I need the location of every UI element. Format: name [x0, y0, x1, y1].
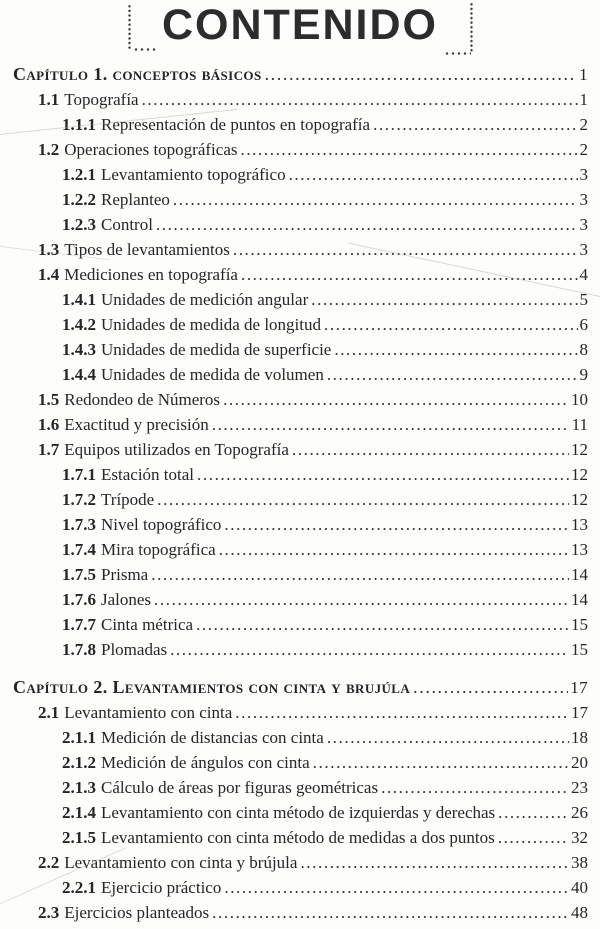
entry-page-number: 15	[571, 615, 588, 634]
entry-title: Unidades de medida de longitud	[101, 315, 322, 334]
chapter-page-number: 17	[570, 678, 588, 697]
toc-entry	[13, 637, 588, 662]
entry-page-number: 12	[571, 465, 588, 484]
entry-title: Operaciones topográficas	[64, 140, 238, 159]
entry-page-number: 15	[571, 640, 588, 659]
entry-title: Cálculo de áreas por figuras geométricas	[101, 778, 379, 797]
dot-leader	[197, 462, 569, 487]
entry-page-number: 32	[571, 828, 588, 847]
entry-title: Medición de distancias con cinta	[101, 728, 324, 747]
toc-entry	[13, 387, 588, 412]
entry-title: Unidades de medida de volumen	[101, 365, 324, 384]
entry-number: 1.7.2	[62, 490, 96, 509]
toc-entry	[13, 587, 588, 612]
entry-number: 1.2.3	[62, 215, 96, 234]
toc-entry	[13, 437, 588, 462]
dot-leader	[156, 212, 578, 237]
dotted-ornament-left-vertical-icon	[128, 4, 131, 49]
entry-page-number: 12	[571, 440, 588, 459]
entry-title: Levantamiento con cinta	[64, 703, 233, 722]
entry-page-number: 10	[571, 390, 588, 409]
toc-entry	[13, 900, 588, 925]
entry-number: 1.7.7	[62, 615, 96, 634]
toc-entry	[13, 875, 588, 900]
entry-number: 1.7.4	[62, 540, 96, 559]
entry-page-number: 14	[571, 590, 588, 609]
dot-leader	[289, 162, 578, 187]
entry-page-number: 17	[571, 703, 588, 722]
toc-entry	[13, 237, 588, 262]
entry-number: 1.4	[38, 265, 60, 284]
chapter-heading-text: Capítulo 2. Levantamientos con cinta y brujúla	[13, 677, 411, 697]
chapter-entries	[13, 700, 588, 925]
dot-leader	[154, 587, 569, 612]
entry-page-number: 2	[579, 115, 588, 134]
toc-entry	[13, 537, 588, 562]
chapter-heading-text: Capítulo 1. conceptos básicos	[13, 64, 262, 84]
entry-page-number: 20	[571, 753, 588, 772]
entry-page-number: 26	[571, 803, 588, 822]
chapter-page-number: 1	[579, 65, 588, 84]
dot-leader	[223, 387, 569, 412]
toc-entry	[13, 187, 588, 212]
toc-entry	[13, 512, 588, 537]
toc-entry	[13, 262, 588, 287]
dot-leader	[413, 675, 568, 700]
entry-title: Jalones	[101, 590, 152, 609]
entry-number: 1.4.1	[62, 290, 96, 309]
entry-title: Tipos de levantamientos	[64, 240, 230, 259]
toc-entry	[13, 612, 588, 637]
entry-page-number: 13	[571, 515, 588, 534]
entry-page-number: 8	[579, 340, 588, 359]
dot-leader	[142, 87, 578, 112]
entry-number: 1.7.5	[62, 565, 96, 584]
entry-title: Topografía	[64, 90, 139, 109]
toc-entry	[13, 412, 588, 437]
dot-leader	[498, 825, 569, 850]
entry-page-number: 3	[579, 165, 588, 184]
page-title: CONTENIDO	[162, 1, 438, 49]
toc-entry	[13, 287, 588, 312]
toc-entry	[13, 312, 588, 337]
toc-entry	[13, 162, 588, 187]
toc-entry	[13, 462, 588, 487]
toc-entry	[13, 800, 588, 825]
dot-leader	[381, 775, 569, 800]
entry-title: Ejercicio práctico	[101, 878, 222, 897]
entry-page-number: 9	[579, 365, 588, 384]
entry-title: Control	[101, 215, 153, 234]
toc-list	[0, 62, 600, 925]
dot-leader	[235, 700, 569, 725]
dot-leader	[300, 850, 569, 875]
entry-page-number: 4	[579, 265, 588, 284]
entry-title: Levantamiento con cinta método de izquierdas y derechas	[101, 803, 496, 822]
entry-number: 1.4.3	[62, 340, 96, 359]
entry-title: Representación de puntos en topografía	[101, 115, 371, 134]
entry-title: Plomadas	[101, 640, 168, 659]
entry-page-number: 12	[571, 490, 588, 509]
entry-title: Replanteo	[101, 190, 170, 209]
toc-entry	[13, 775, 588, 800]
entry-title: Levantamiento con cinta y brújula	[64, 853, 298, 872]
entry-number: 1.6	[38, 415, 60, 434]
dot-leader	[240, 137, 577, 162]
entry-number: 1.2	[38, 140, 60, 159]
toc-entry	[13, 700, 588, 725]
entry-title: Unidades de medida de superficie	[101, 340, 332, 359]
dot-leader	[334, 337, 577, 362]
dot-leader	[233, 237, 578, 262]
entry-number: 1.2.1	[62, 165, 96, 184]
dotted-ornament-right-vertical-icon	[470, 2, 473, 52]
entry-number: 1.4.4	[62, 365, 96, 384]
entry-number: 1.7.6	[62, 590, 96, 609]
entry-number: 1.1.1	[62, 115, 96, 134]
entry-page-number: 2	[579, 140, 588, 159]
toc-chapter	[13, 62, 588, 662]
dot-leader	[327, 362, 578, 387]
entry-title: Trípode	[101, 490, 155, 509]
entry-page-number: 3	[579, 240, 588, 259]
dot-leader	[292, 437, 569, 462]
entry-page-number: 48	[571, 903, 588, 922]
toc-entry	[13, 212, 588, 237]
entry-page-number: 3	[579, 215, 588, 234]
dot-leader	[212, 412, 570, 437]
dot-leader	[224, 875, 569, 900]
dotted-ornament-right-horizontal-icon	[444, 52, 471, 55]
toc-entry	[13, 112, 588, 137]
entry-title: Mediciones en topografía	[64, 265, 238, 284]
entry-number: 1.7	[38, 440, 60, 459]
entry-page-number: 1	[579, 90, 588, 109]
dot-leader	[313, 750, 569, 775]
entry-number: 1.2.2	[62, 190, 96, 209]
entry-number: 1.7.1	[62, 465, 96, 484]
entry-number: 2.1	[38, 703, 60, 722]
entry-number: 1.3	[38, 240, 60, 259]
entry-page-number: 11	[571, 415, 588, 434]
dot-leader	[219, 537, 569, 562]
dotted-ornament-left-horizontal-icon	[133, 48, 158, 51]
entry-title: Mira topográfica	[101, 540, 216, 559]
entry-number: 2.1.2	[62, 753, 96, 772]
toc-entry	[13, 725, 588, 750]
entry-number: 1.5	[38, 390, 60, 409]
dot-leader	[327, 725, 569, 750]
dot-leader	[324, 312, 577, 337]
toc-entry	[13, 337, 588, 362]
toc-entry	[13, 87, 588, 112]
entry-number: 2.1.5	[62, 828, 96, 847]
dot-leader	[373, 112, 577, 137]
dot-leader	[241, 262, 578, 287]
entry-title: Prisma	[101, 565, 149, 584]
dot-leader	[157, 487, 569, 512]
toc-entry	[13, 562, 588, 587]
toc-entry	[13, 137, 588, 162]
entry-page-number: 3	[579, 190, 588, 209]
entry-title: Levantamiento con cinta método de medidas a dos puntos	[101, 828, 495, 847]
entry-title: Levantamiento topográfico	[101, 165, 286, 184]
dot-leader	[311, 287, 577, 312]
entry-title: Medición de ángulos con cinta	[101, 753, 310, 772]
masthead	[0, 0, 600, 52]
toc-chapter	[13, 675, 588, 925]
entry-title: Cinta métrica	[101, 615, 194, 634]
toc-chapter-heading	[13, 675, 588, 700]
toc-entry	[13, 487, 588, 512]
entry-page-number: 40	[571, 878, 588, 897]
entry-page-number: 38	[571, 853, 588, 872]
entry-number: 2.2	[38, 853, 60, 872]
entry-number: 2.3	[38, 903, 60, 922]
dot-leader	[173, 187, 578, 212]
entry-title: Redondeo de Números	[64, 390, 221, 409]
entry-number: 2.1.4	[62, 803, 96, 822]
entry-title: Equipos utilizados en Topografía	[64, 440, 289, 459]
toc-entry	[13, 750, 588, 775]
dot-leader	[151, 562, 569, 587]
entry-number: 1.4.2	[62, 315, 96, 334]
entry-page-number: 13	[571, 540, 588, 559]
entry-number: 1.1	[38, 90, 60, 109]
entry-title: Nivel topográfico	[101, 515, 222, 534]
entry-number: 2.2.1	[62, 878, 96, 897]
entry-number: 1.7.3	[62, 515, 96, 534]
toc-entry	[13, 825, 588, 850]
entry-number: 1.7.8	[62, 640, 96, 659]
entry-page-number: 18	[571, 728, 588, 747]
dot-leader	[196, 612, 569, 637]
toc-chapter-heading	[13, 62, 588, 87]
toc-entry	[13, 362, 588, 387]
entry-title: Exactitud y precisión	[64, 415, 209, 434]
dot-leader	[265, 62, 578, 87]
dot-leader	[170, 637, 569, 662]
entry-page-number: 6	[579, 315, 588, 334]
entry-title: Estación total	[101, 465, 195, 484]
dot-leader	[224, 512, 569, 537]
entry-title: Unidades de medición angular	[101, 290, 309, 309]
entry-number: 2.1.1	[62, 728, 96, 747]
entry-page-number: 5	[579, 290, 588, 309]
dot-leader	[498, 800, 569, 825]
entry-title: Ejercicios planteados	[64, 903, 210, 922]
entry-number: 2.1.3	[62, 778, 96, 797]
toc-entry	[13, 850, 588, 875]
dot-leader	[212, 900, 569, 925]
entry-page-number: 23	[571, 778, 588, 797]
chapter-entries	[13, 87, 588, 662]
entry-page-number: 14	[571, 565, 588, 584]
